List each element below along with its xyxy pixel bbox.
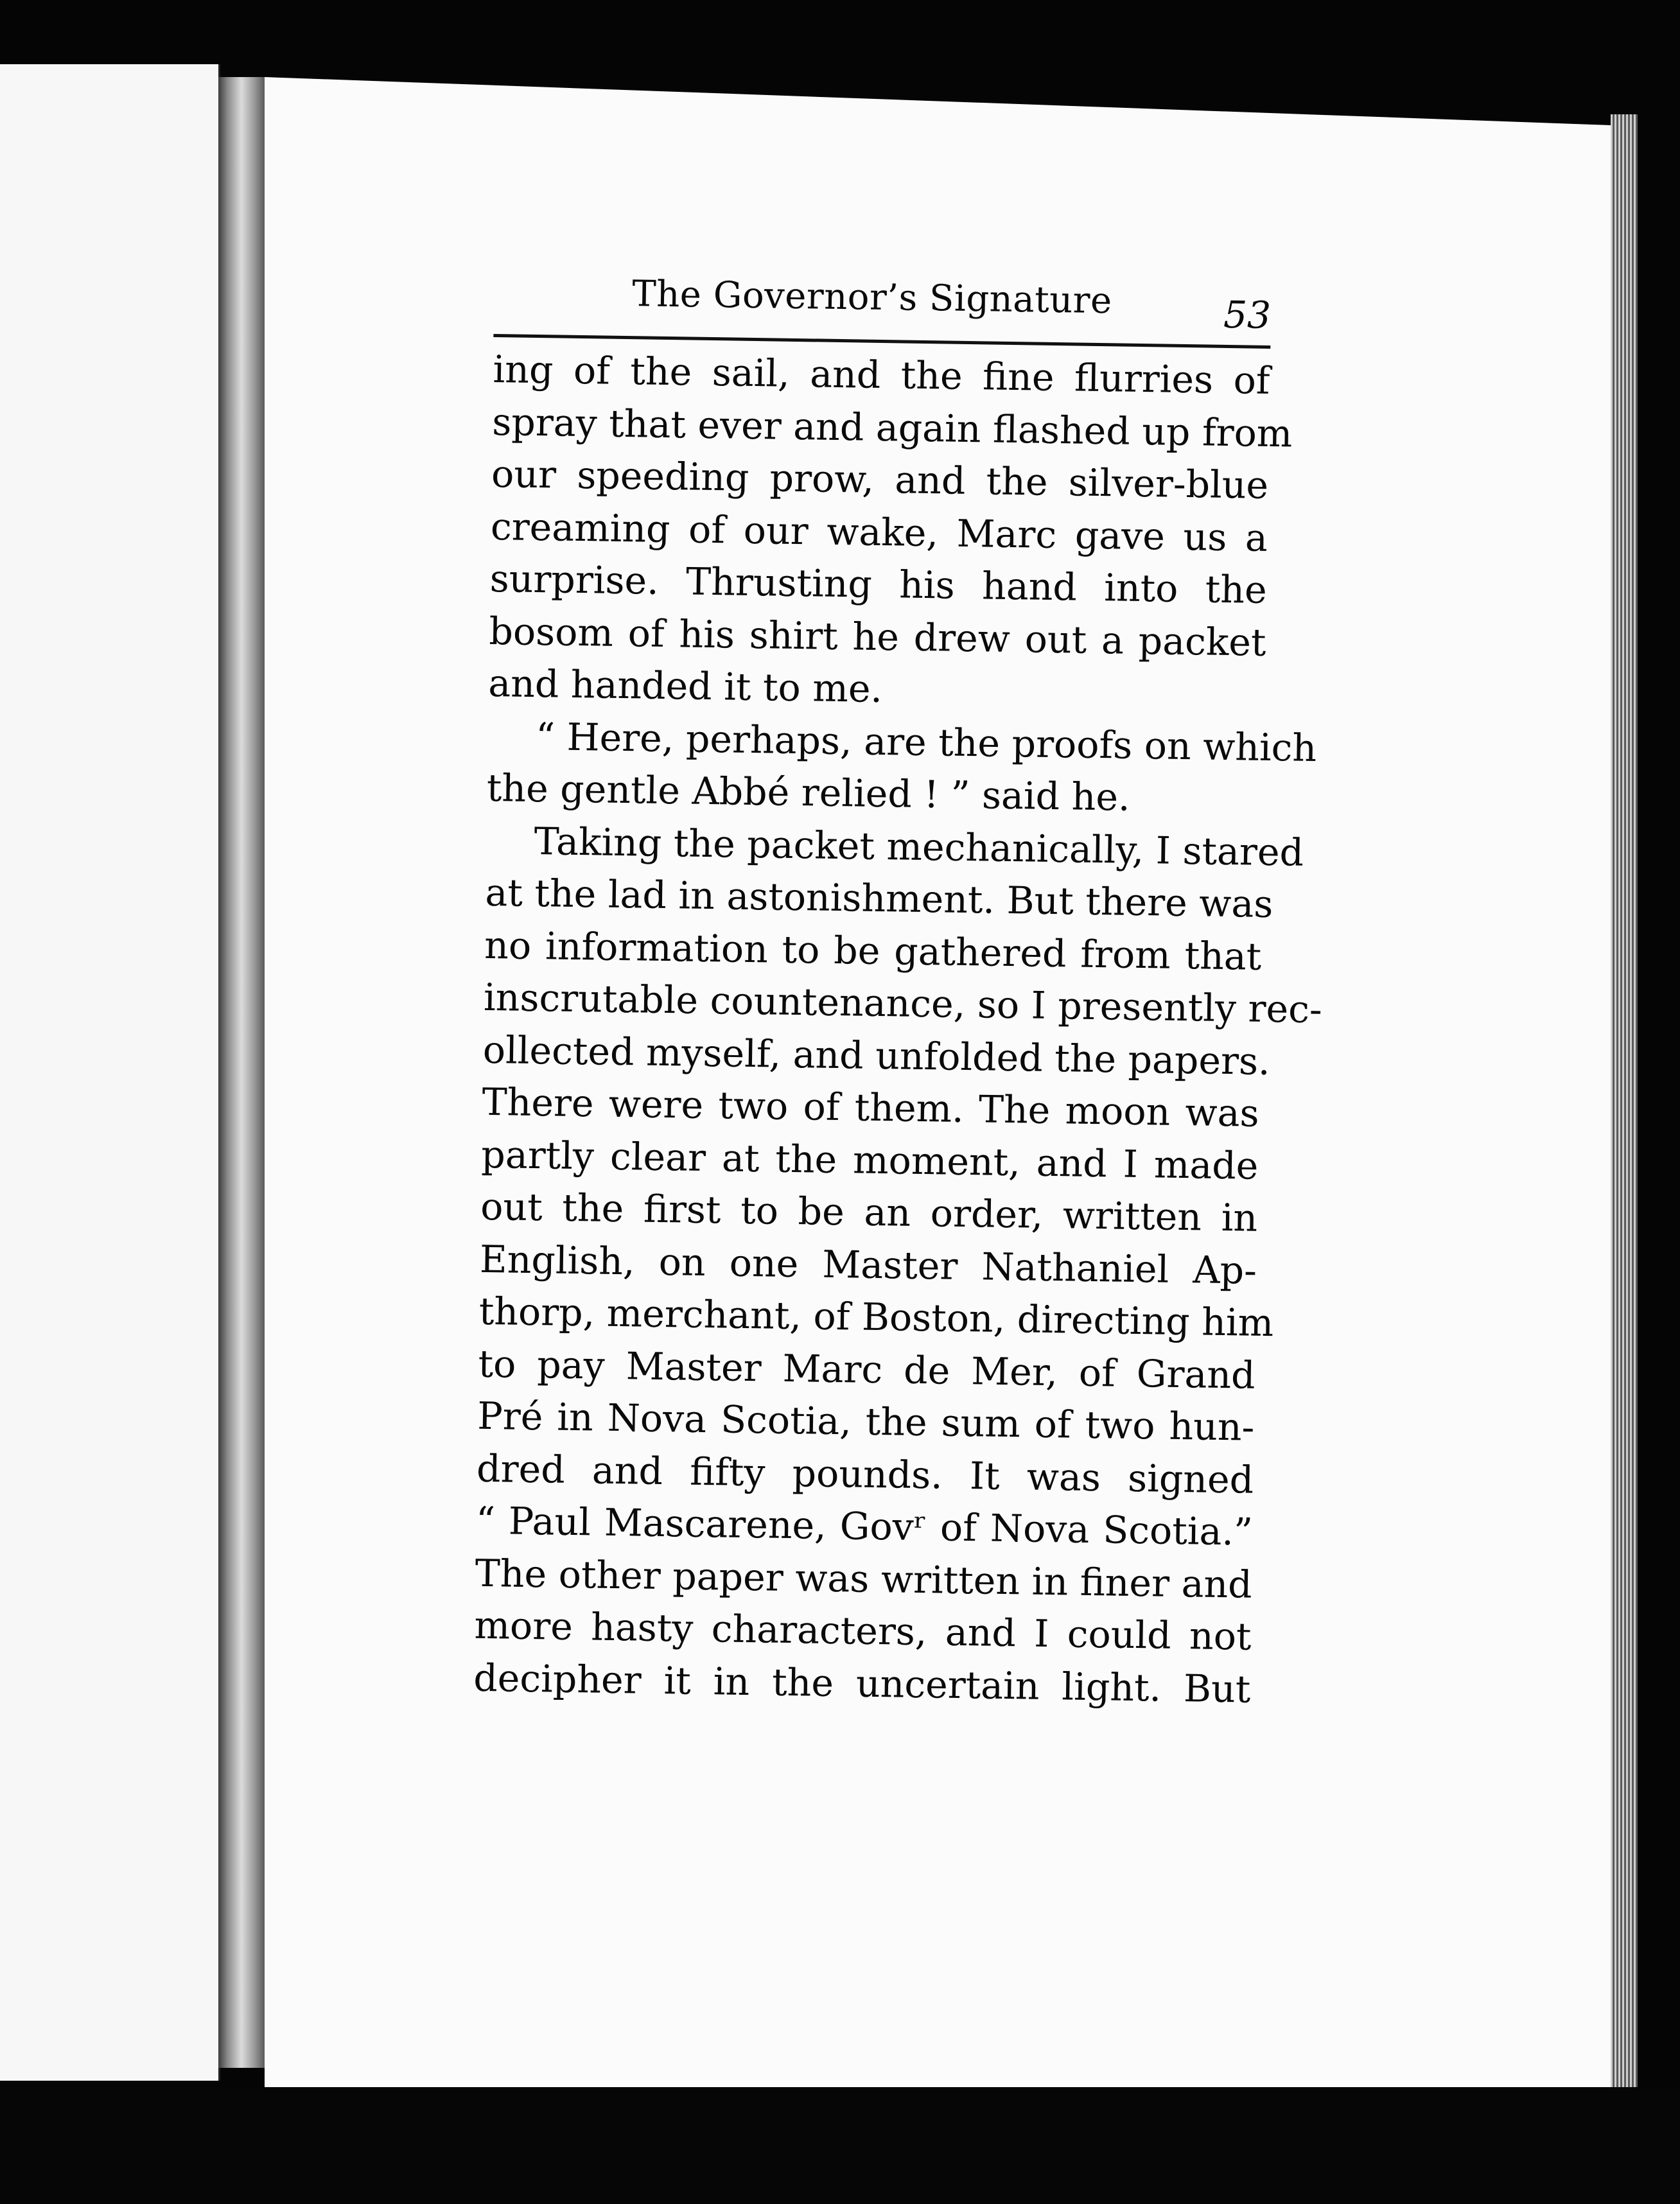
text-line: “ Paul Mascarene, Govʳ of Nova Scotia.”: [475, 1498, 1254, 1554]
body-text: [473, 337, 1323, 1716]
text-line: ing of the sail, and the fine flurries of: [493, 347, 1270, 403]
text-line: thorp, merchant, of Boston, directing him: [478, 1289, 1274, 1345]
page-fore-edge: [1611, 114, 1638, 2087]
text-line: dred and fifty pounds. It was signed: [476, 1446, 1254, 1502]
text-line: The other paper was written in finer and: [475, 1551, 1253, 1607]
text-line: our speeding prow, and the silver-blue: [491, 451, 1269, 507]
text-line: Taking the packet mechanically, I stared: [534, 819, 1304, 875]
text-line: more hasty characters, and I could not: [474, 1603, 1252, 1659]
running-head: [493, 267, 1271, 349]
text-line: no information to be gathered from that: [484, 923, 1262, 979]
text-line: decipher it in the uncertain light. But: [473, 1656, 1251, 1711]
text-line: bosom of his shirt he drew out a packet: [489, 609, 1266, 665]
left-blank-page: [0, 64, 220, 2081]
text-block: [473, 267, 1323, 1716]
text-line: at the lad in astonishment. But there was: [485, 870, 1273, 927]
text-line: the gentle Abbé relied ! ” said he.: [486, 765, 1131, 819]
running-title: The Governor’s Signature: [631, 273, 1113, 322]
text-line: out the first to be an order, written in: [480, 1184, 1258, 1240]
text-line: “ Here, perhaps, are the proofs on which: [535, 714, 1317, 770]
text-line: spray that ever and again flashed up from: [491, 399, 1293, 455]
text-line: ollected myself, and unfolded the papers.: [482, 1028, 1271, 1083]
text-line: partly clear at the moment, and I made: [480, 1132, 1259, 1188]
text-line: inscrutable countenance, so I presently rec-: [483, 975, 1323, 1032]
text-line: to pay Master Marc de Mer, of Grand: [478, 1342, 1256, 1397]
book-gutter: [218, 77, 270, 2068]
scan-background: [0, 2087, 1680, 2204]
text-line: creaming of our wake, Marc gave us a: [490, 504, 1268, 560]
text-line: Pré in Nova Scotia, the sum of two hun-: [477, 1394, 1255, 1449]
text-line: surprise. Thrusting his hand into the: [489, 556, 1268, 612]
text-line: There were two of them. The moon was: [482, 1080, 1260, 1135]
text-line: English, on one Master Nathaniel Ap-: [479, 1237, 1257, 1293]
page-number: 53: [1223, 292, 1272, 337]
text-line: and handed it to me.: [487, 661, 883, 712]
